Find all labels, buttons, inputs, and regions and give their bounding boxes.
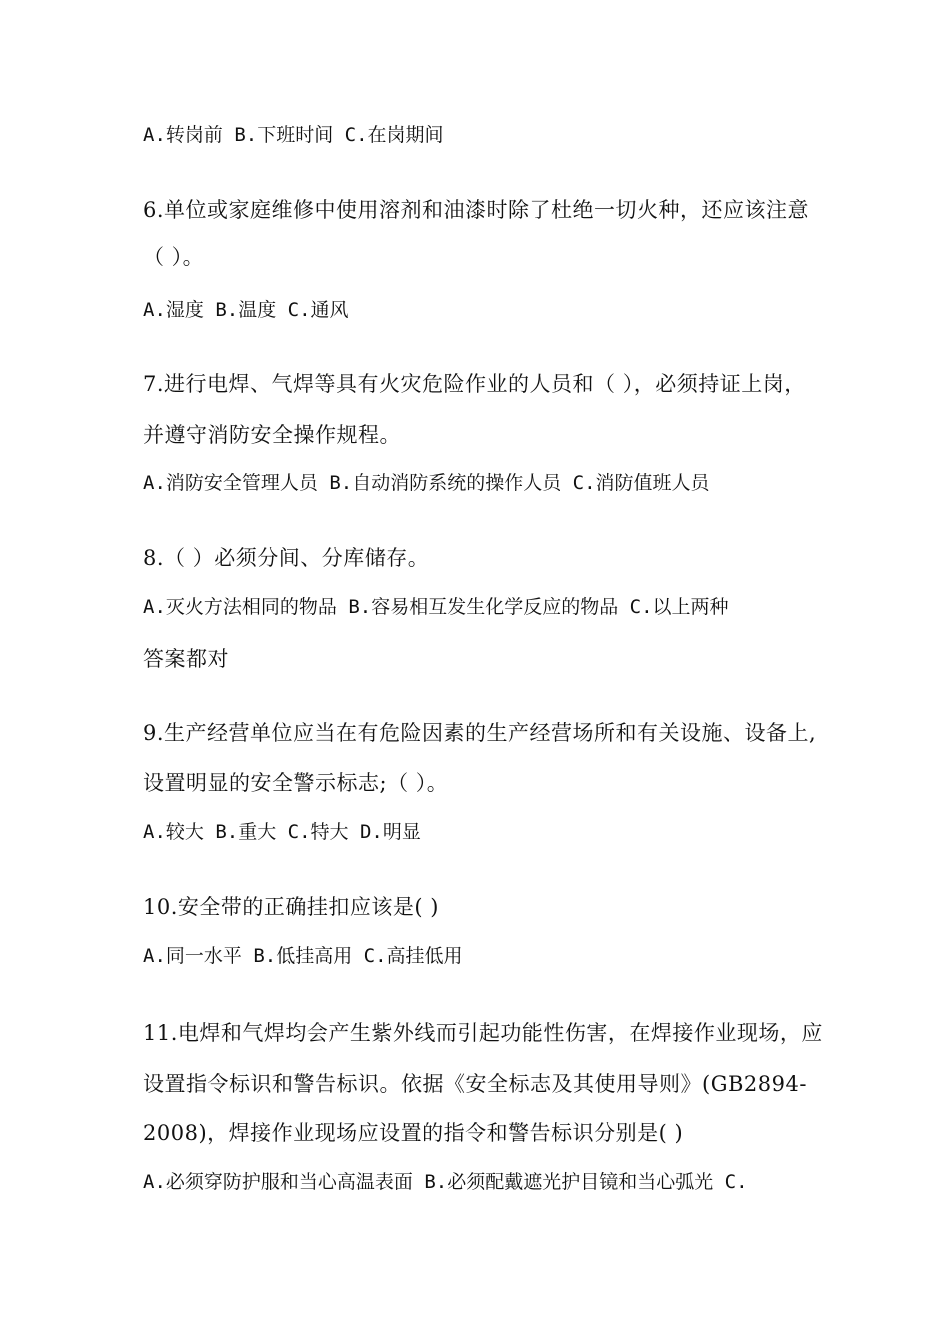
q6-text-cont: （ ）。 [143,245,205,269]
q9-text-cont: 设置明显的安全警示标志;（ ）。 [143,771,449,795]
q7-text-cont: 并遵守消防安全操作规程。 [143,423,401,447]
q6-text: 6.单位或家庭维修中使用溶剂和油漆时除了杜绝一切火种，还应该注意 [143,198,810,222]
q7-options: A.消防安全管理人员 B.自动消防系统的操作人员 C.消防值班人员 [143,472,710,494]
q8-options-cont: 答案都对 [143,647,229,671]
q6-options: A.湿度 B.温度 C.通风 [143,299,349,321]
q9-options: A.较大 B.重大 C.特大 D.明显 [143,821,421,843]
q11-text: 11.电焊和气焊均会产生紫外线而引起功能性伤害，在焊接作业现场，应 [143,1021,823,1045]
q10-options: A.同一水平 B.低挂高用 C.高挂低用 [143,945,463,967]
q11-text-cont-1: 设置指令标识和警告标识。依据《安全标志及其使用导则》(GB2894- [143,1072,807,1096]
q9-text: 9.生产经营单位应当在有危险因素的生产经营场所和有关设施、设备上, [143,721,817,745]
q8-options: A.灭火方法相同的物品 B.容易相互发生化学反应的物品 C.以上两种 [143,596,729,618]
q8-text: 8.（ ）必须分间、分库储存。 [143,546,430,570]
q10-text: 10.安全带的正确挂扣应该是( ) [143,895,439,919]
q11-options: A.必须穿防护服和当心高温表面 B.必须配戴遮光护目镜和当心弧光 C. [143,1171,748,1193]
q5-options: A.转岗前 B.下班时间 C.在岗期间 [143,124,444,146]
q7-text: 7.进行电焊、气焊等具有火灾危险作业的人员和（ ），必须持证上岗， [143,372,806,396]
q11-text-cont-2: 2008)，焊接作业现场应设置的指令和警告标识分别是( ) [143,1121,684,1145]
